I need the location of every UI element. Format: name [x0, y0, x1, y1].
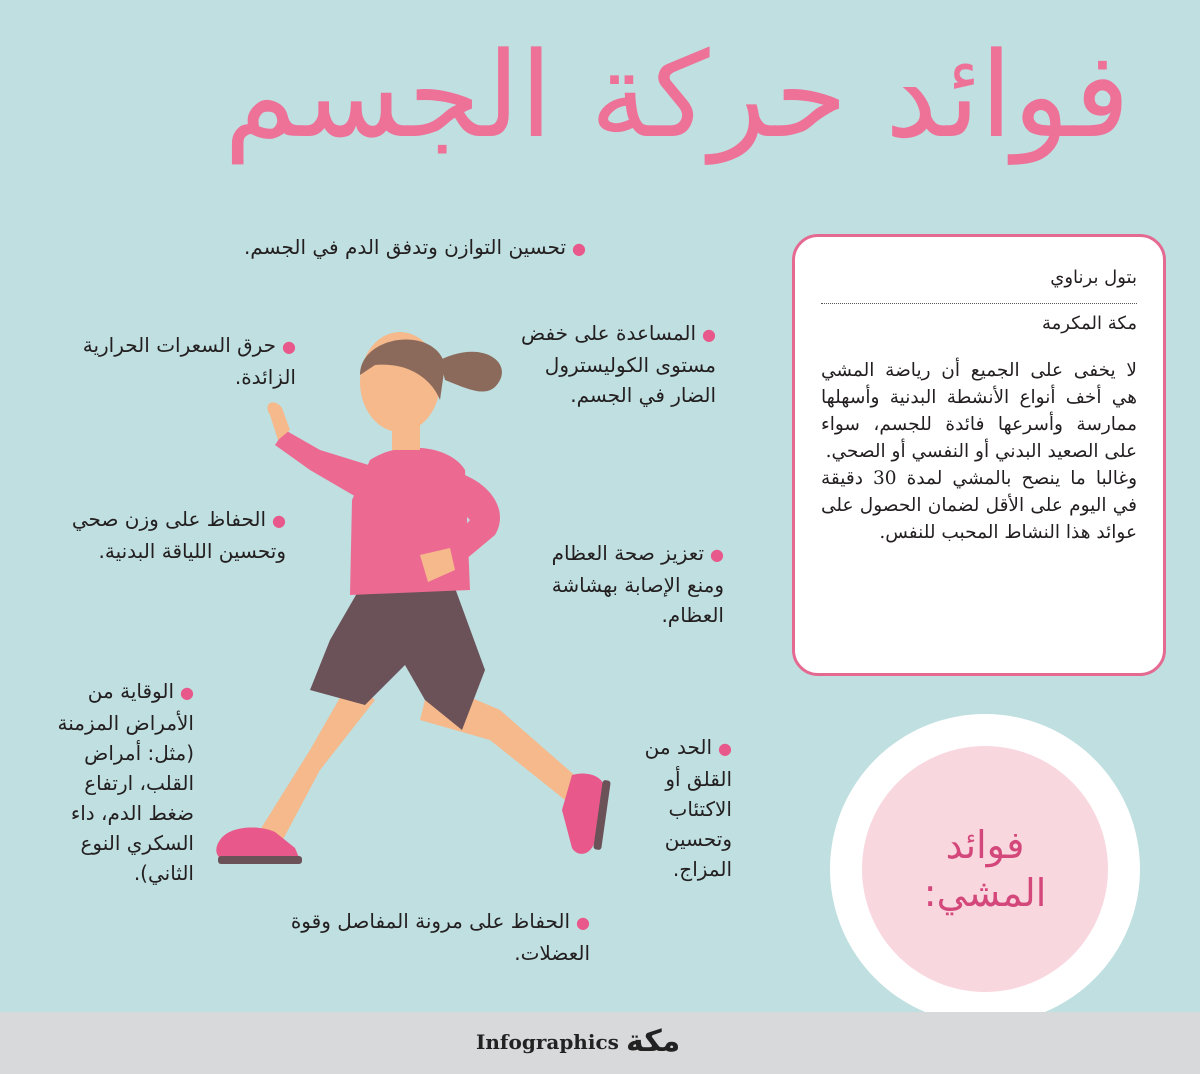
footer-label: Infographics: [476, 1030, 619, 1054]
badge-inner: [862, 746, 1108, 992]
bullet-icon: ●: [718, 739, 732, 758]
bullet-icon: ●: [702, 325, 716, 344]
divider: [821, 303, 1137, 304]
article-box: [792, 234, 1166, 676]
benefit-text: الحد من القلق أو الاكتئاب وتحسين المزاج.: [644, 735, 732, 881]
article-paragraph: لا يخفى على الجميع أن رياضة المشي هي أخف أنواع الأنشطة البدنية وأسهلها ممارسة وأسرعها فائدة للجسم، سواء على الصعيد البدني أو النفسي أو الصحي.: [821, 360, 1137, 462]
city-name: مكة المكرمة: [1041, 313, 1137, 334]
back-leg: [245, 680, 375, 845]
footer-bar: [0, 1012, 1200, 1074]
benefit-text: حرق السعرات الحرارية الزائدة.: [82, 333, 296, 389]
bullet-icon: ●: [272, 511, 286, 530]
badge-line: فوائد: [945, 823, 1025, 867]
benefit-chronic: [46, 676, 194, 888]
walking-benefits-badge: [830, 714, 1140, 1024]
benefit-balance: [196, 232, 586, 264]
badge-line: المشي:: [923, 871, 1047, 915]
article-body: [821, 357, 1137, 546]
runner-illustration: [200, 320, 620, 880]
benefit-text: المساعدة على خفض مستوى الكوليسترول الضار في الجسم.: [521, 321, 716, 407]
benefit-text: تحسين التوازن وتدفق الدم في الجسم.: [243, 235, 567, 259]
benefit-text: الحفاظ على وزن صحي وتحسين اللياقة البدنية.: [71, 507, 286, 563]
author-name: بتول برناوي: [1050, 267, 1137, 288]
bullet-icon: ●: [572, 239, 586, 258]
makkah-logo: مكة: [626, 1024, 681, 1059]
article-paragraph: وغالبا ما ينصح بالمشي لمدة 30 دقيقة في اليوم على الأقل لضمان الحصول على عوائد هذا النشاط المحبب للنفس.: [821, 468, 1138, 543]
ponytail: [440, 352, 502, 392]
bullet-icon: ●: [710, 545, 724, 564]
bullet-icon: ●: [180, 683, 194, 702]
benefit-anxiety: [622, 732, 732, 884]
bullet-icon: ●: [576, 913, 590, 932]
bullet-icon: ●: [282, 337, 296, 356]
page-title: فوائد حركة الجسم: [223, 26, 1130, 164]
benefit-text: الحفاظ على مرونة المفاصل وقوة العضلات.: [290, 909, 590, 965]
back-shoe-sole: [218, 856, 302, 864]
back-shoe: [216, 827, 300, 860]
back-arm: [275, 430, 385, 505]
benefit-text: الوقاية من الأمراض المزمنة (مثل: أمراض القلب، ارتفاع ضغط الدم، داء السكري النوع الثاني).: [57, 679, 194, 885]
benefit-text: تعزيز صحة العظام ومنع الإصابة بهشاشة العظام.: [551, 541, 724, 627]
benefit-joints: [240, 906, 590, 968]
